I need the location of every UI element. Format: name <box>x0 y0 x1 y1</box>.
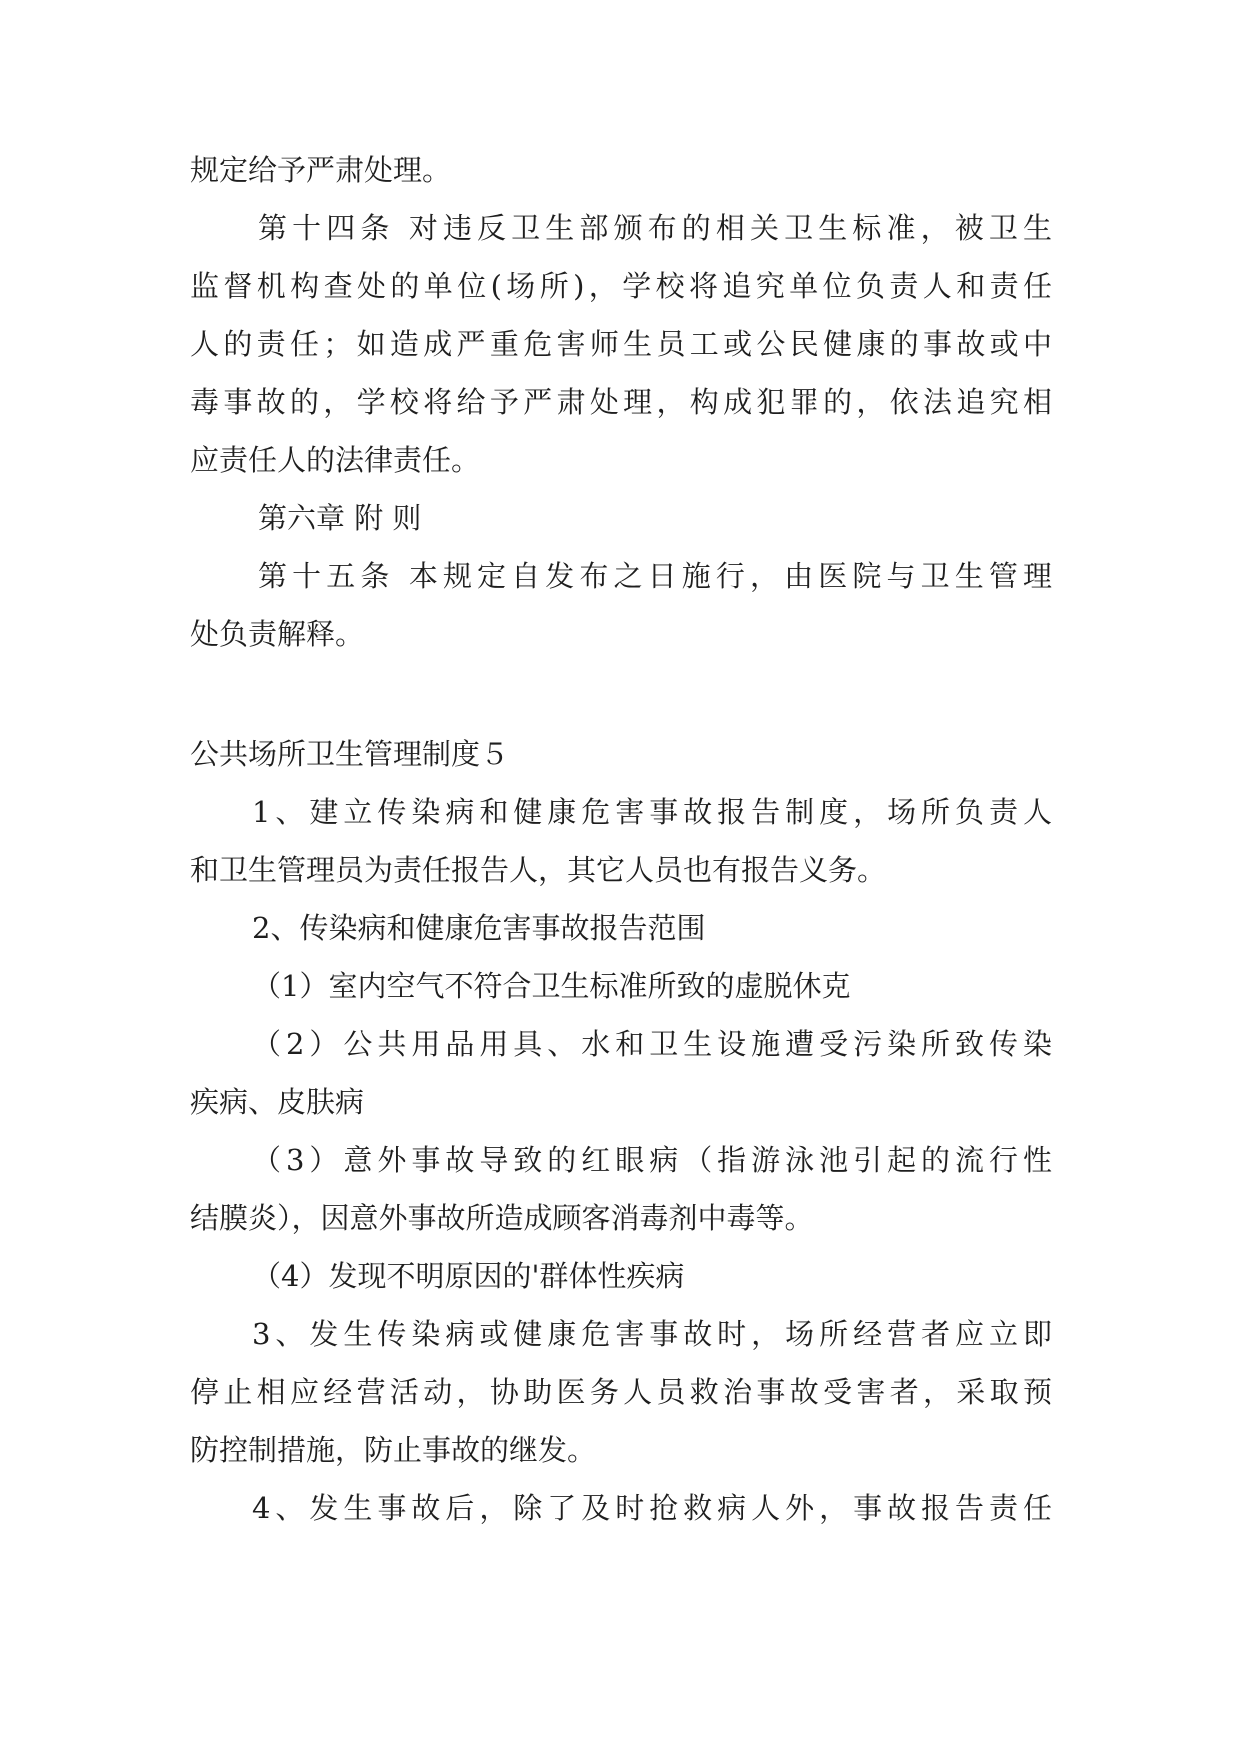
text-line: （3）意外事故导致的红眼病（指游泳池引起的流行性 <box>252 1143 1052 1177</box>
chapter-heading: 第六章 附 则 <box>258 501 422 535</box>
text-line: （1）室内空气不符合卫生标准所致的虚脱休克 <box>252 969 851 1003</box>
text-line: 规定给予严肃处理。 <box>190 153 452 187</box>
text-line: 结膜炎），因意外事故所造成顾客消毒剂中毒等。 <box>190 1201 814 1235</box>
text-line: 毒事故的，学校将给予严肃处理，构成犯罪的，依法追究相 <box>190 385 1052 419</box>
text-line: 2、传染病和健康危害事故报告范围 <box>252 911 706 945</box>
text-line: 4、发生事故后，除了及时抢救病人外，事故报告责任 <box>252 1491 1052 1525</box>
section-title: 公共场所卫生管理制度５ <box>190 737 510 771</box>
text-line: 3、发生传染病或健康危害事故时，场所经营者应立即 <box>252 1317 1052 1351</box>
text-line: 1、建立传染病和健康危害事故报告制度，场所负责人 <box>252 795 1052 829</box>
text-line: 第十五条 本规定自发布之日施行，由医院与卫生管理 <box>258 559 1052 593</box>
text-line: 应责任人的法律责任。 <box>190 443 481 477</box>
text-line: 停止相应经营活动，协助医务人员救治事故受害者，采取预 <box>190 1375 1052 1409</box>
text-line: （4）发现不明原因的'群体性疾病 <box>252 1259 685 1293</box>
text-line: 疾病、皮肤病 <box>190 1085 365 1119</box>
text-line: （2）公共用品用具、水和卫生设施遭受污染所致传染 <box>252 1027 1052 1061</box>
text-line: 人的责任；如造成严重危害师生员工或公民健康的事故或中 <box>190 327 1052 361</box>
text-line: 处负责解释。 <box>190 617 365 651</box>
text-line: 防控制措施，防止事故的继发。 <box>190 1433 597 1467</box>
text-line: 和卫生管理员为责任报告人，其它人员也有报告义务。 <box>190 853 887 887</box>
text-line: 第十四条 对违反卫生部颁布的相关卫生标准，被卫生 <box>258 211 1052 245</box>
text-line: 监督机构查处的单位(场所)，学校将追究单位负责人和责任 <box>190 269 1052 303</box>
